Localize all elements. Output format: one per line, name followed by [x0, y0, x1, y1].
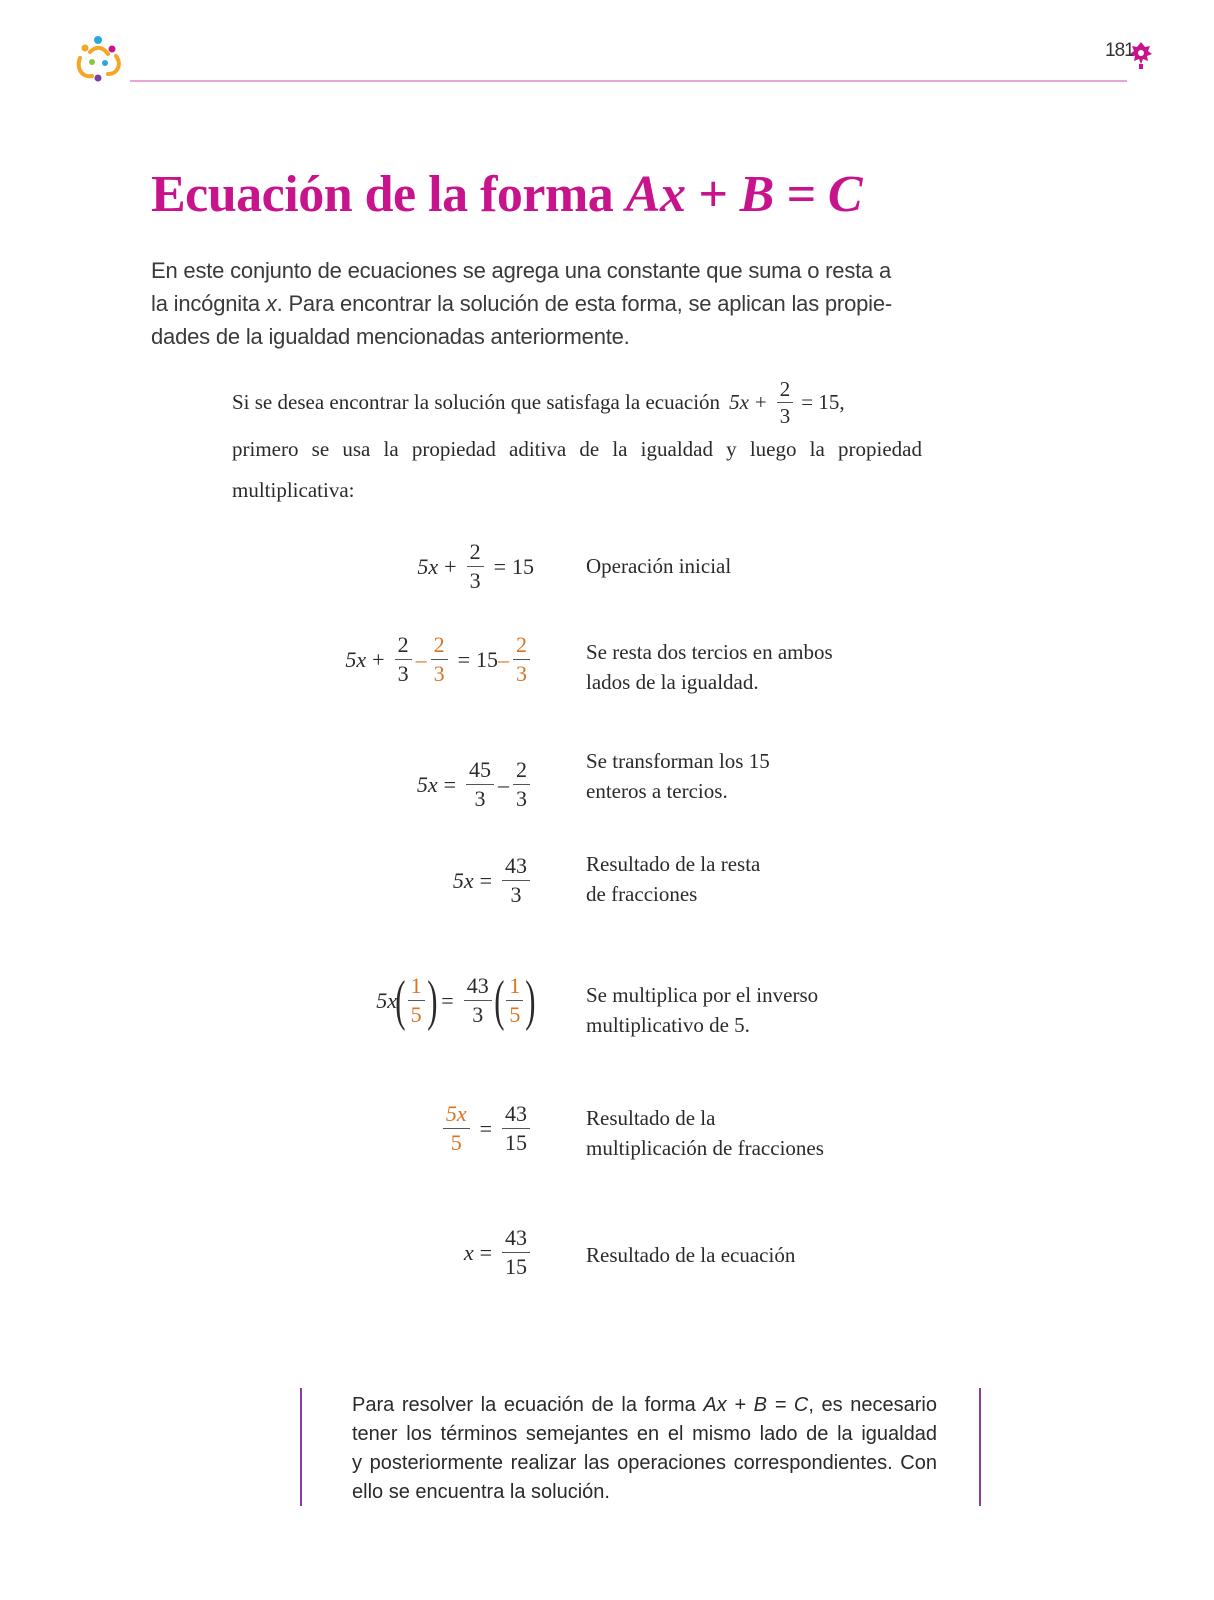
intro-line: dades de la igualdad mencionadas anteriormente.: [151, 324, 630, 349]
callout-line: tener los términos semejantes en el mismo lado de la igualdad: [352, 1423, 937, 1445]
pink-ornament-icon: [1128, 40, 1154, 70]
callout-left-bar: [300, 1388, 302, 1506]
inline-equation: 5x + $\frac{2}{3}$ = 15,: [729, 377, 845, 428]
example-line: Si se desea encontrar la solución que satisfaga la ecuación 5x + $\frac{2}{3}$ = 15,: [232, 377, 845, 428]
step-6-description: Resultado de la multiplicación de fracciones: [586, 1106, 824, 1160]
step-3-math: 5x = $\frac{45}{3}$ – $\frac{2}{3}$: [417, 756, 534, 813]
step-5-description: Se multiplica por el inverso multiplicativo de 5.: [586, 983, 819, 1037]
step-3-description: Se transforman los 15 enteros a tercios.: [586, 749, 770, 803]
step-7-math: x = $\frac{43}{15}$: [464, 1224, 534, 1281]
step-5-math: 5x ( $\frac{1}{5}$ ) = $\frac{43}{3}$ ( $\frac{1}{5}$ ): [376, 969, 536, 1032]
callout-line: Para resolver la ecuación de la forma Ax + B = C, es necesario: [352, 1394, 937, 1416]
step-1-math: 5x + $\frac{2}{3}$ = 15: [417, 539, 534, 593]
step-2-description: Se resta dos tercios en ambos lados de la igualdad.: [586, 640, 833, 694]
example-line: primero se usa la propiedad aditiva de la igualdad y luego la propiedad: [232, 437, 922, 461]
step-6-math: $\frac{5x}{5}$ = $\frac{43}{15}$: [439, 1100, 534, 1157]
callout-line: y posteriormente realizar las operaciones correspondientes. Con: [352, 1452, 937, 1474]
title-equation: Ax + B = C: [625, 166, 863, 223]
flower-logo-icon: [72, 34, 124, 84]
page-number: 181: [1105, 40, 1134, 61]
callout-line: ello se encuentra la solución.: [352, 1481, 610, 1503]
page-title: [151, 165, 862, 224]
callout-note: [352, 1391, 937, 1507]
header-rule: [130, 80, 1127, 82]
intro-line: la incógnita x. Para encontrar la solución de esta forma, se aplican las propie-: [151, 291, 892, 316]
title-text: Ecuación de la forma: [151, 166, 626, 223]
intro-paragraph: [151, 254, 921, 353]
step-4-math: 5x = $\frac{43}{3}$: [453, 852, 534, 909]
step-4-description: Resultado de la resta de fracciones: [586, 852, 761, 906]
intro-line: En este conjunto de ecuaciones se agrega una constante que suma o resta a: [151, 258, 892, 283]
step-1-description: Operación inicial: [586, 554, 732, 578]
step-7-description: Resultado de la ecuación: [586, 1243, 796, 1267]
step-2-math: 5x + $\frac{2}{3}$ – $\frac{2}{3}$ = 15 – $\frac{2}{3}$: [345, 631, 534, 688]
example-line: multiplicativa:: [232, 478, 355, 502]
callout-right-bar: [979, 1388, 981, 1506]
example-paragraph: [232, 376, 922, 511]
